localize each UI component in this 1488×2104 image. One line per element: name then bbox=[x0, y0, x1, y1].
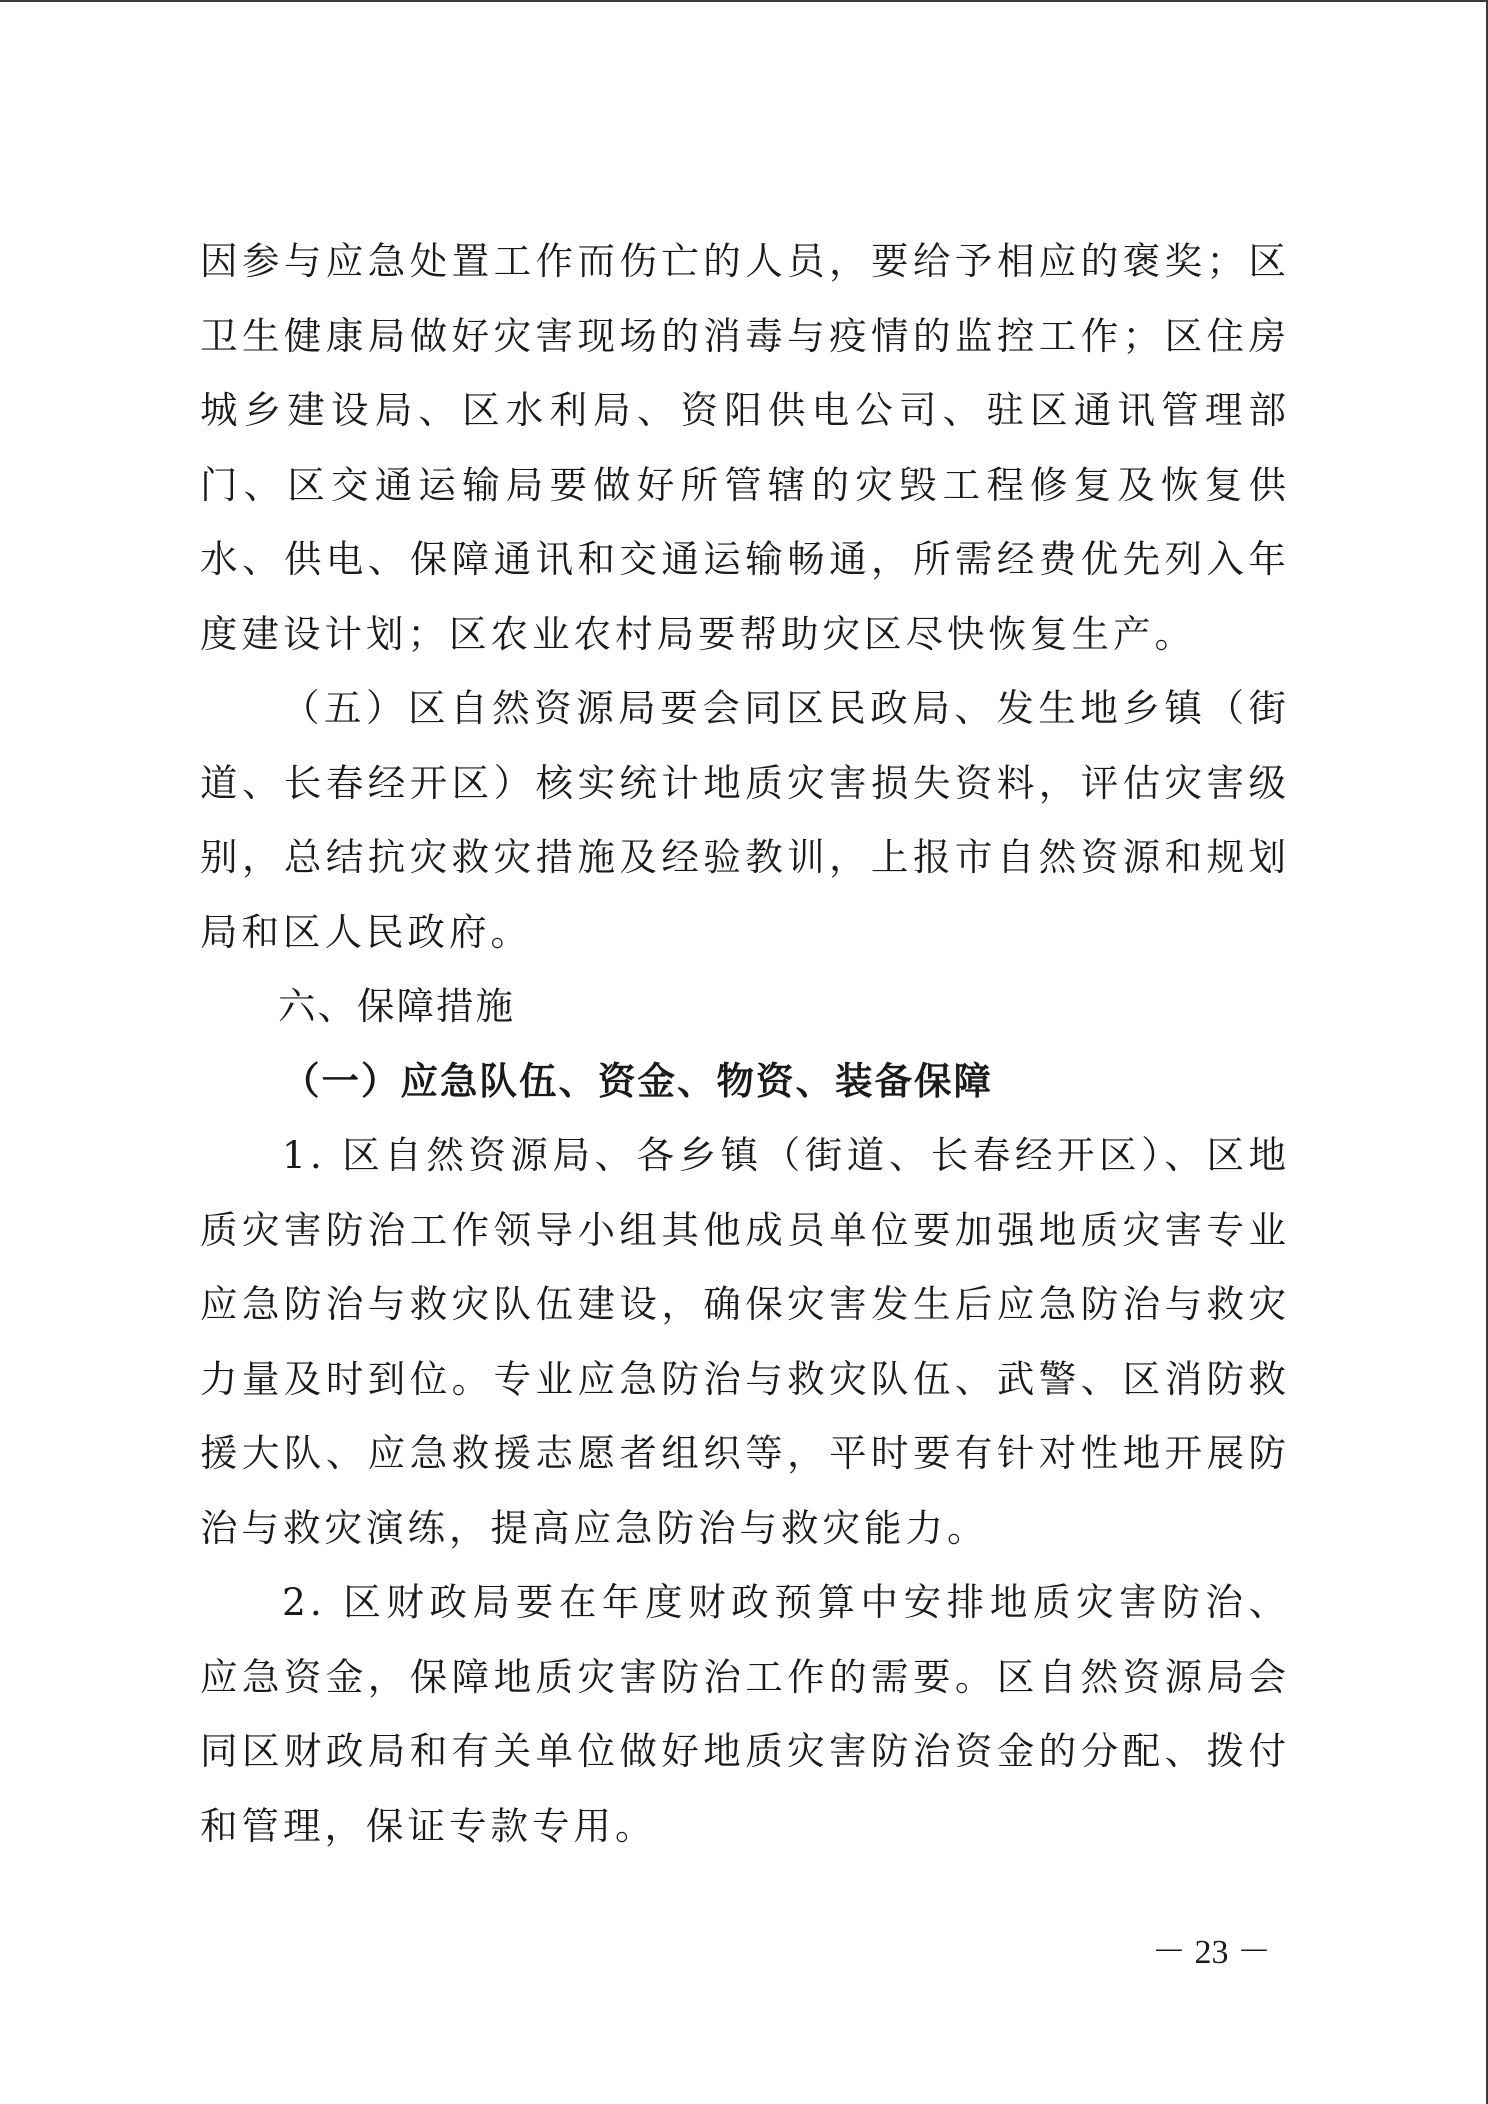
paragraph-five: （五）区自然资源局要会同区民政局、发生地乡镇（街道、长春经开区）核实统计地质灾害损失资料，评估灾害级别，总结抗灾救灾措施及经验教训，上报市自然资源和规划局和区人民政府。 bbox=[200, 686, 1290, 954]
document-body bbox=[200, 224, 1290, 1863]
page-number: － 23 － bbox=[1152, 1934, 1271, 1971]
section-heading: 六、保障措施 bbox=[278, 984, 515, 1028]
list-item-1: 1. 区自然资源局、各乡镇（街道、长春经开区）、区地质灾害防治工作领导小组其他成员单位要加强地质灾害专业应急防治与救灾队伍建设，确保灾害发生后应急防治与救灾力量及时到位。专业应急防治与救灾队伍、武警、区消防救援大队、应急救援志愿者组织等，平时要有针对性地开展防治与救灾演练，提高应急防治与救灾能力。 bbox=[200, 1133, 1290, 1550]
subsection-heading: （一）应急队伍、资金、物资、装备保障 bbox=[282, 1058, 993, 1103]
paragraph-continued: 因参与应急处置工作而伤亡的人员，要给予相应的褒奖；区卫生健康局做好灾害现场的消毒与疫情的监控工作；区住房城乡建设局、区水利局、资阳供电公司、驻区通讯管理部门、区交通运输局要做好所管辖的灾毁工程修复及恢复供水、供电、保障通讯和交通运输畅通，所需经费优先列入年度建设计划；区农业农村局要帮助灾区尽快恢复生产。 bbox=[200, 239, 1290, 656]
list-item-2: 2. 区财政局要在年度财政预算中安排地质灾害防治、应急资金，保障地质灾害防治工作的需要。区自然资源局会同区财政局和有关单位做好地质灾害防治资金的分配、拨付和管理，保证专款专用。 bbox=[200, 1580, 1290, 1848]
